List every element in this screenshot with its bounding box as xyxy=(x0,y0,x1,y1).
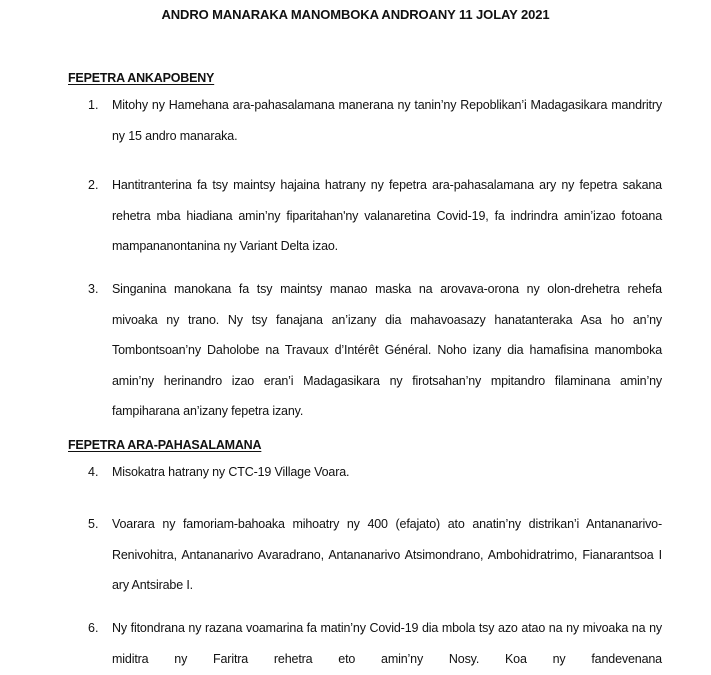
item-text: Hantitranterina fa tsy maintsy hajaina hatrany ny fepetra ara-pahasalamana ary ny fepetra sakana rehetra mba hiadiana amin’ny fiparitahan'ny valanaretina Covid-19, fa indrindra amin’izao fotoana mampananontanina ny Variant Delta izao. xyxy=(112,178,662,253)
document-title: ANDRO MANARAKA MANOMBOKA ANDROANY 11 JOLAY 2021 xyxy=(161,7,550,22)
item-number: 1. xyxy=(88,98,99,112)
list-item-5 xyxy=(88,509,662,601)
item-number: 3. xyxy=(88,282,99,296)
item-text: Voarara ny famoriam-bahoaka mihoatry ny 400 (efajato) ato anatin’ny distrikan’i Antananarivo-Renivohitra, Antananarivo Avaradrano, Antananarivo Atsimondrano, Ambohidratrimo, Fianarantsoa I ary Antsirabe I. xyxy=(112,517,662,592)
list-item-4 xyxy=(88,457,662,488)
item-number: 4. xyxy=(88,465,99,479)
list-item-6 xyxy=(88,613,662,674)
item-text: Singanina manokana fa tsy maintsy manao maska na arovava-orona ny olon-drehetra rehefa mivoaka ny trano. Ny tsy fanajana an’izany dia mahavoasazy hanatanteraka Asa ho an’ny Tombontsoan’ny Daholobe na Travaux d’Intérêt Général. Noho izany dia hamafisina manomboka amin’ny herinandro izao eran’i Madagasikara ny firotsahan’ny mpitandro filaminana amin’ny fampiharana an’izany fepetra izany. xyxy=(112,282,662,418)
item-number: 2. xyxy=(88,178,99,192)
list-item-1 xyxy=(88,90,662,151)
list-item-3 xyxy=(88,274,662,427)
list-item-2 xyxy=(88,170,662,262)
section-heading-health-measures: FEPETRA ARA-PAHASALAMANA xyxy=(68,438,262,452)
item-number: 6. xyxy=(88,621,99,635)
item-text: Ny fitondrana ny razana voamarina fa matin’ny Covid-19 dia mbola tsy azo atao na ny mivoaka na ny miditra ny Faritra rehetra eto amin’ny Nosy. Koa ny fandevenana xyxy=(112,621,662,666)
item-number: 5. xyxy=(88,517,99,531)
item-text: Mitohy ny Hamehana ara-pahasalamana manerana ny tanin’ny Repoblikan’i Madagasikara mandritry ny 15 andro manaraka. xyxy=(112,98,662,143)
item-text: Misokatra hatrany ny CTC-19 Village Voara. xyxy=(112,465,350,479)
section-heading-general-measures: FEPETRA ANKAPOBENY xyxy=(68,71,215,85)
